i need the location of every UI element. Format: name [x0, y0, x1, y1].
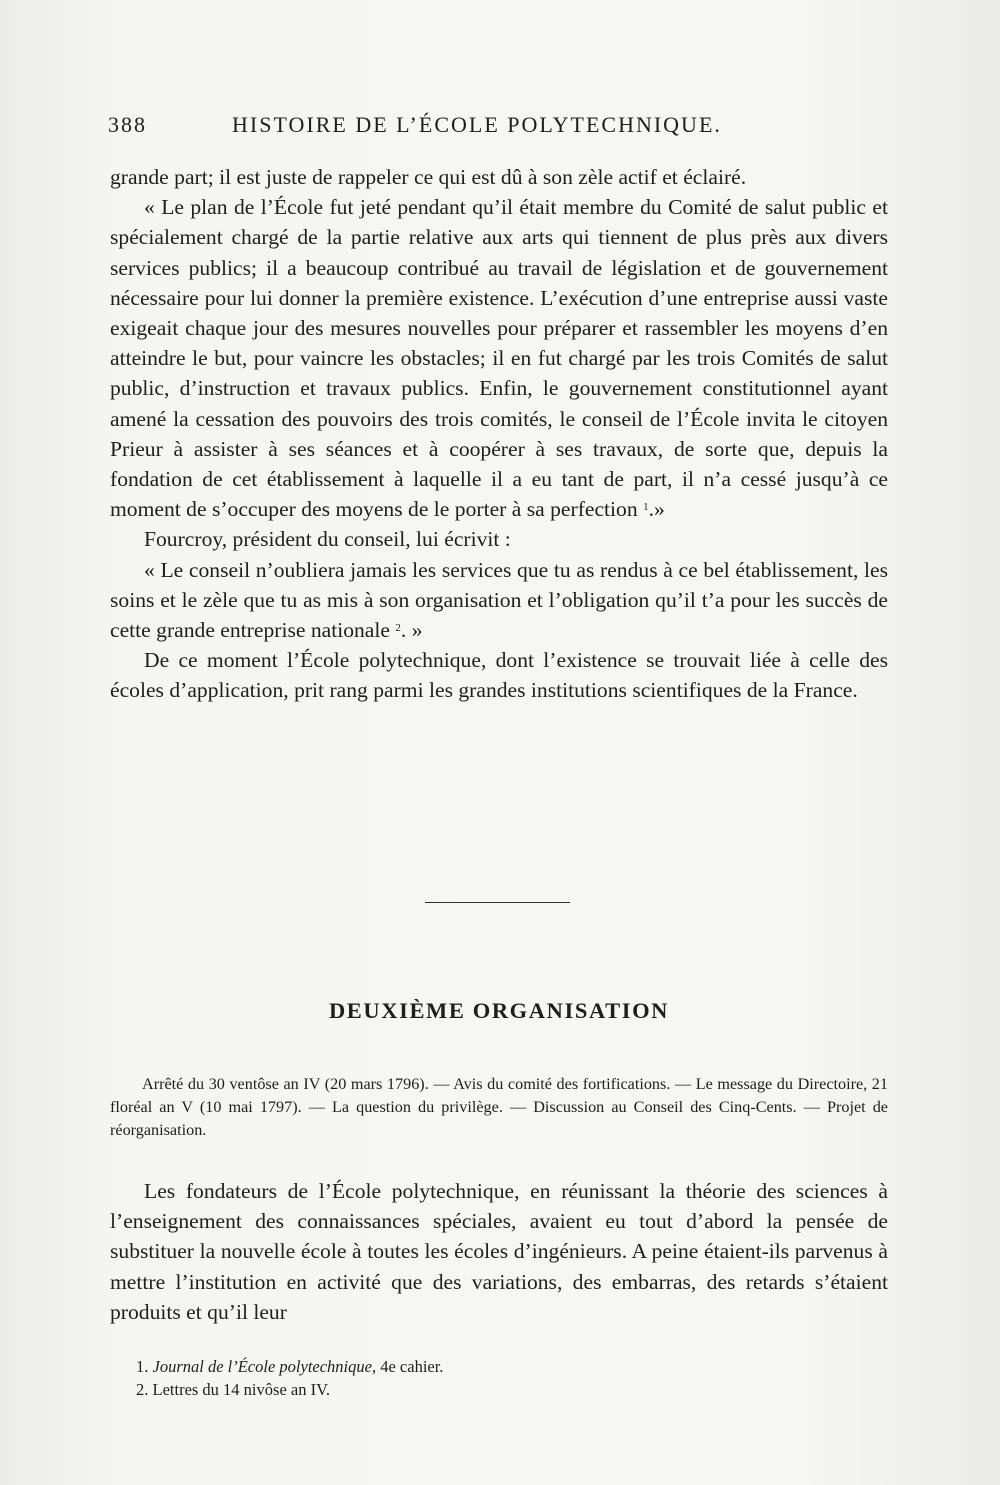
- section-title: DEUXIÈME ORGANISATION: [328, 998, 670, 1023]
- section-divider: [425, 902, 570, 903]
- paragraph: grande part; il est juste de rappeler ce qui est dû à son zèle actif et éclairé.: [110, 165, 747, 189]
- paragraph: De ce moment l’École polytechnique, dont l’existence se trouvait liée à celle des écoles d’application, prit rang parmi les grandes institutions scientifiques de la France.: [110, 648, 888, 703]
- running-head: [108, 112, 888, 142]
- footnote-ref: 2: [395, 622, 401, 635]
- footnote: 1. Journal de l’École polytechnique, 4e cahier.: [136, 1357, 444, 1376]
- running-title: HISTOIRE DE L’ÉCOLE POLYTECHNIQUE.: [232, 112, 722, 137]
- footnotes: [136, 1355, 886, 1401]
- page-number: 388: [108, 112, 147, 137]
- section-body: Les fondateurs de l’École polytechnique, en réunissant la théorie des sciences à l’enseignement des connaissances spéciales, avaient eu tout d’abord la pensée de substituer la nouvelle école à toutes les écoles d’ingénieurs. A peine étaient-ils parvenus à mettre l’institution en activité que des variations, des embarras, des retards s’étaient produits et qu’il leur: [110, 1179, 888, 1324]
- footnote-ref: 1: [643, 501, 649, 514]
- section-summary: Arrêté du 30 ventôse an IV (20 mars 1796). — Avis du comité des fortifications. — Le message du Directoire, 21 floréal an V (10 mai 1797). — La question du privilège. — Discussion au Conseil des Cinq-Cents. — Projet de réorganisation.: [110, 1075, 888, 1139]
- paragraph: Fourcroy, président du conseil, lui écrivit :: [144, 527, 511, 552]
- paragraph: « Le conseil n’oubliera jamais les services que tu as rendus à ce bel établissement, les soins et le zèle que tu as mis à son organisation et l’obligation qu’il t’a pour les succès de cette grande entreprise nationale $^2$. »: [110, 557, 888, 643]
- footnote: 2. Lettres du 14 nivôse an IV.: [136, 1380, 330, 1399]
- paragraph: « Le plan de l’École fut jeté pendant qu’il était membre du Comité de salut public et spécialement chargé de la partie relative aux arts qui tiennent de plus près aux divers services publics; il a beaucoup contribué au travail de législation et de gouvernement nécessaire pour lui donner la première existence. L’exécution d’une entreprise aussi vaste exigeait chaque jour des mesures nouvelles pour préparer et rassembler les moyens d’en atteindre le but, pour vaincre les obstacles; il en fut chargé par les trois Comités de salut public, d’instruction et travaux publics. Enfin, le gouvernement constitutionnel ayant amené la cessation des pouvoirs des trois comités, le conseil de l’École invita le citoyen Prieur à assister à ses séances et à coopérer à ses travaux, de sorte que, depuis la fondation de cet établissement à laquelle il a eu tant de part, il n’a cessé jusqu’à ce moment de s’occuper des moyens de le porter à sa perfection $^1$.»: [110, 195, 888, 522]
- main-text: [110, 162, 888, 706]
